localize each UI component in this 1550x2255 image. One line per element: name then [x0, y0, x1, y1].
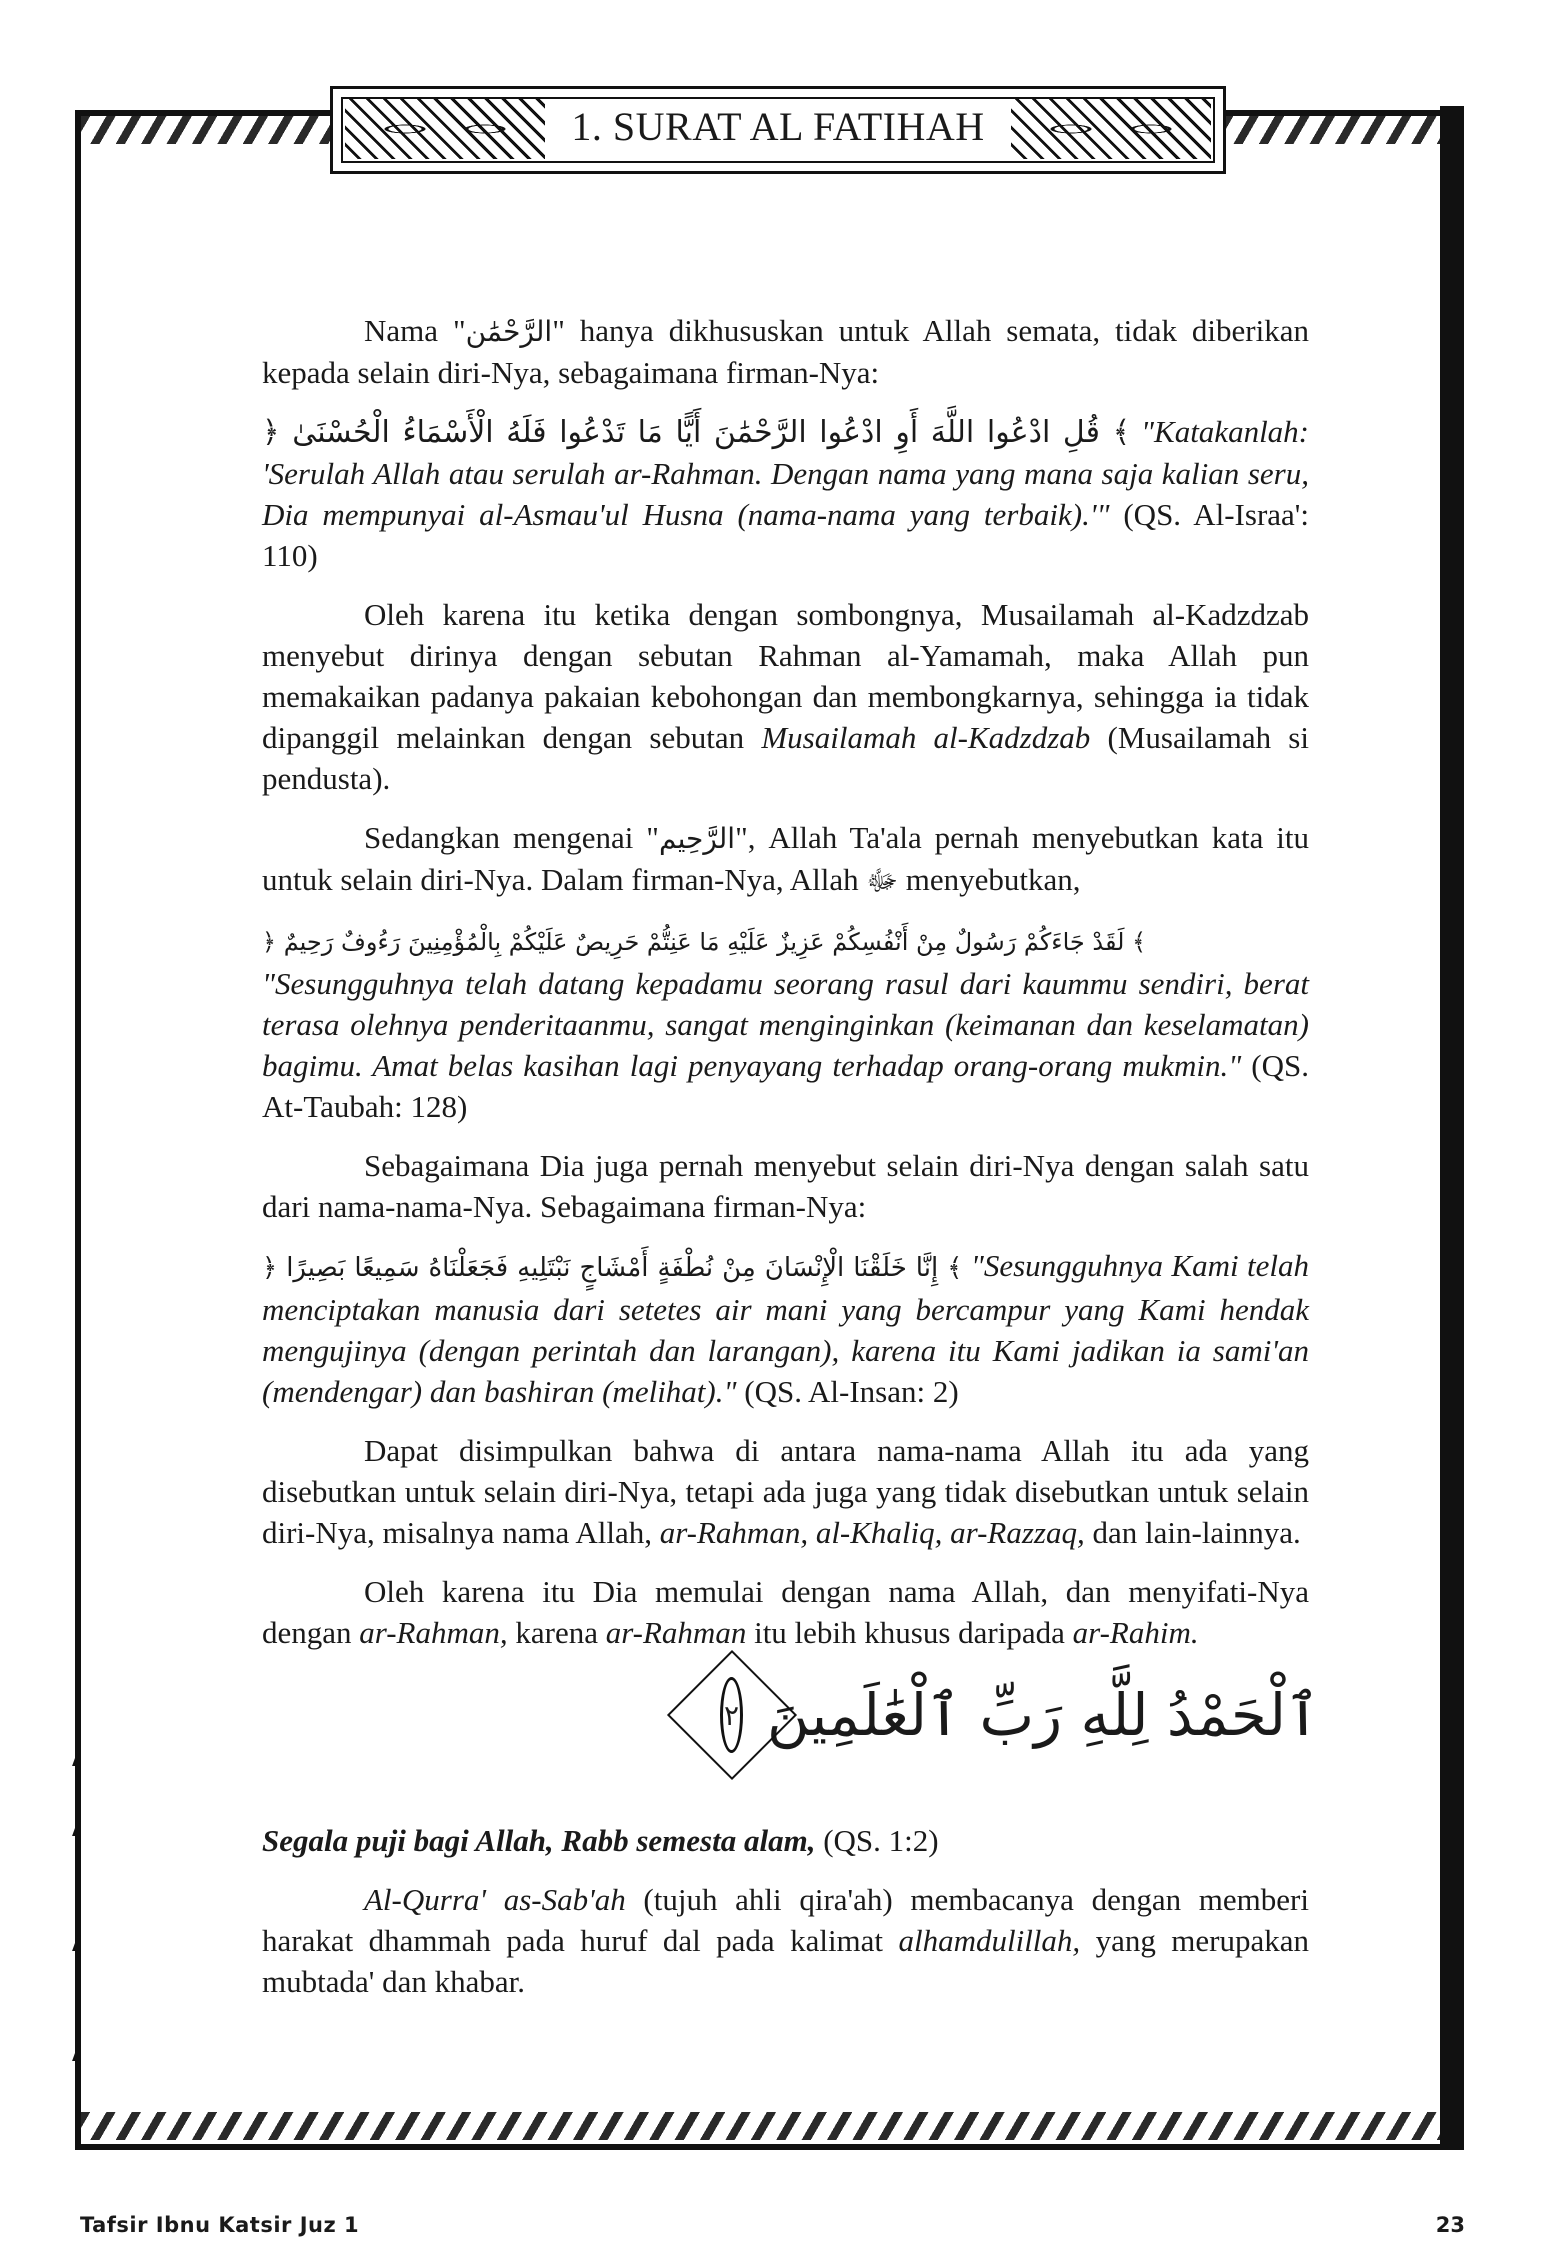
verse-translation: "Katakanlah: 'Serulah Allah atau serulah ar-Rahman. Dengan nama yang mana saja kalian seru, Dia mempunyai al-Asmau'ul Husna (nama-nama yang terbaik).'" — [262, 414, 1310, 532]
italic-text: alhamdulillah, — [898, 1923, 1081, 1958]
text: (Musailamah si pendusta). — [262, 720, 1309, 796]
verse-translation: "Sesungguhnya telah datang kepadamu seorang rasul dari kaummu sendiri, berat terasa olehnya penderitaanmu, sangat menginginkan (keimanan dan keselamatan) bagimu. Amat belas kasihan lagi penyayang terhadap orang-orang mukmin." — [262, 966, 1309, 1083]
verse-quote — [262, 1245, 1309, 1412]
verse-reference: (QS. Al-Israa': 110) — [262, 497, 1309, 573]
body-text — [262, 310, 1309, 1671]
arabic-word: الرَّحِيم — [658, 822, 736, 855]
arabic-word: الرَّحْمَٰن — [465, 315, 553, 348]
text: Sebagaimana Dia juga pernah menyebut selain diri-Nya dengan salah satu dari nama-nama-Nya. Sebagaimana firman-Nya: — [262, 1148, 1309, 1224]
paragraph — [262, 817, 1309, 901]
chapter-header-plaque — [330, 86, 1226, 174]
text: dan lain-lainnya. — [1084, 1515, 1301, 1550]
verse-quote — [262, 411, 1309, 576]
verse-translation: "Sesungguhnya Kami telah menciptakan manusia dari setetes air mani yang bercampur yang Kami hendak mengujinya (dengan perintah dan larangan), karena itu Kami jadikan ia sami'an (mendengar) dan bashiran (melihat)." — [262, 1248, 1310, 1409]
frame-right-bar — [1440, 106, 1464, 2150]
paragraph — [262, 1145, 1309, 1227]
verse-translation: Segala puji bagi Allah, Rabb semesta alam, — [262, 1823, 816, 1858]
arabic-verse: ﴿ قُلِ ادْعُوا اللَّهَ أَوِ ادْعُوا الرَّحْمَٰنَ أَيًّا مَا تَدْعُوا فَلَهُ الْأَسْمَاءُ الْحُسْنَىٰ ﴾ — [262, 415, 1131, 450]
italic-text: ar-Rahman — [605, 1615, 747, 1650]
knot-ornament-left — [345, 99, 545, 159]
text: " hanya dikhususkan untuk Allah semata, tidak diberikan kepada selain diri-Nya, sebagaimana firman-Nya: — [262, 313, 1309, 390]
verse-heading — [720, 1660, 1320, 1770]
verse-reference: (QS. At-Taubah: 128) — [262, 1048, 1309, 1124]
verse-arabic: ٱلْحَمْدُ لِلَّهِ رَبِّ ٱلْعَٰلَمِينَ — [767, 1681, 1320, 1749]
body-text-2 — [262, 1820, 1309, 2020]
paragraph — [262, 310, 1309, 393]
verse-reference: (QS. Al-Insan: 2) — [736, 1374, 959, 1409]
chapter-title: 1. SURAT AL FATIHAH — [563, 103, 993, 150]
honorific-glyph: ﷻ — [866, 864, 898, 897]
text: (tujuh ahli qira'ah) membacanya dengan memberi harakat dhammah pada huruf dal pada kalimat — [262, 1882, 1309, 1958]
arabic-verse: ﴿ لَقَدْ جَاءَكُمْ رَسُولٌ مِنْ أَنْفُسِكُمْ عَزِيزٌ عَلَيْهِ مَا عَنِتُّمْ حَرِيصٌ عَلَيْكُمْ بِالْمُؤْمِنِينَ رَءُوفٌ رَحِيمٌ ﴾ — [262, 928, 1147, 956]
text: Oleh karena itu ketika dengan sombongnya, Musailamah al-Kadzdzab menyebut dirinya dengan sebutan Rahman al-Yamamah, maka Allah pun memakaikan padanya pakaian kebohongan dan membongkarnya, sehingga ia tidak dipanggil melainkan dengan sebutan — [262, 597, 1309, 755]
text: Sedangkan mengenai " — [364, 820, 659, 855]
verse-number: ٢ — [723, 1698, 740, 1732]
paragraph — [262, 1879, 1309, 2002]
italic-text: ar-Rahman, — [359, 1615, 508, 1650]
verse-quote — [262, 919, 1309, 1127]
italic-text: ar-Rahman, al-Khaliq, ar-Razzaq, — [659, 1515, 1085, 1550]
text: Oleh karena itu Dia memulai dengan nama Allah, dan menyifati-Nya dengan — [262, 1574, 1309, 1650]
text: itu lebih khusus daripada — [746, 1615, 1073, 1650]
arabic-verse: ﴿ إِنَّا خَلَقْنَا الْإِنْسَانَ مِنْ نُطْفَةٍ أَمْشَاجٍ نَبْتَلِيهِ فَجَعَلْنَاهُ سَمِيعًا بَصِيرًا ﴾ — [262, 1253, 963, 1283]
italic-text: ar-Rahim. — [1072, 1615, 1199, 1650]
text: karena — [507, 1615, 606, 1650]
verse-translation-line — [262, 1820, 1309, 1861]
knot-ornament-right — [1011, 99, 1211, 159]
text: Nama " — [364, 313, 466, 348]
verse-reference: (QS. 1:2) — [815, 1823, 939, 1858]
text: yang merupakan mubtada' dan khabar. — [262, 1923, 1309, 1999]
text: Dapat disimpulkan bahwa di antara nama-nama Allah itu ada yang disebutkan untuk selain diri-Nya, tetapi ada juga yang tidak disebutkan untuk selain diri-Nya, misalnya nama Allah, — [262, 1433, 1309, 1550]
paragraph — [262, 1430, 1309, 1553]
italic-text: Al-Qurra' as-Sab'ah — [364, 1882, 626, 1917]
paragraph — [262, 1571, 1309, 1653]
bottom-ornament-band — [81, 2112, 1440, 2140]
paragraph — [262, 594, 1309, 799]
page-number: 23 — [1435, 2213, 1465, 2237]
italic-text: Musailamah al-Kadzdzab — [761, 720, 1091, 755]
text: ", Allah Ta'ala pernah menyebutkan kata itu untuk selain diri-Nya. Dalam firman-Nya, Allah — [262, 820, 1309, 897]
verse-number-medallion — [720, 1677, 743, 1753]
footer-book-title: Tafsir Ibnu Katsir Juz 1 — [80, 2213, 360, 2237]
text: menyebutkan, — [897, 862, 1081, 897]
